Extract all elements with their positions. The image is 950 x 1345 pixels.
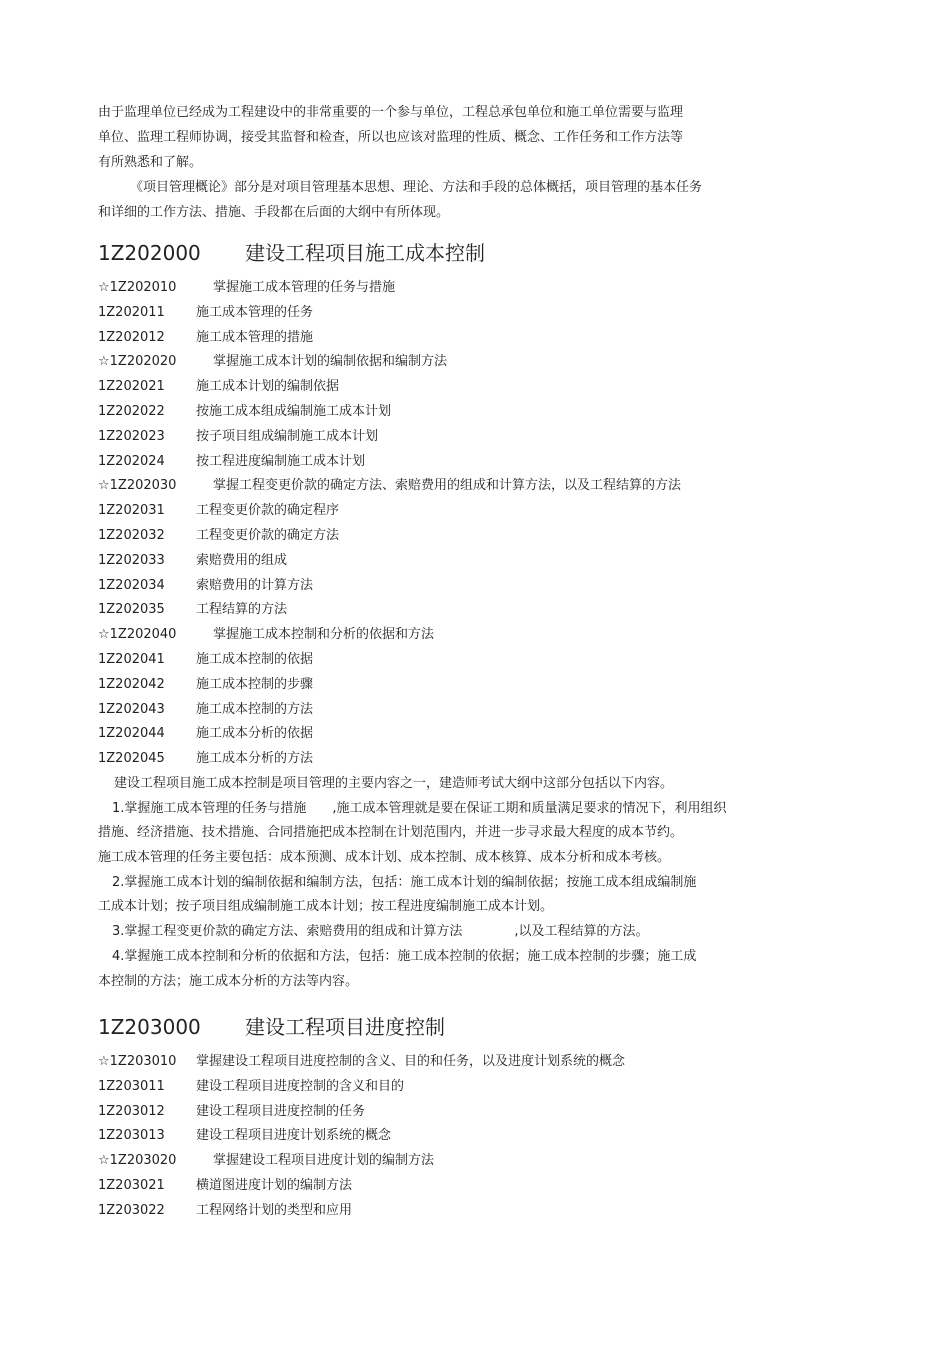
section-cost-control [98,238,798,994]
item-code: 1Z203012 [98,1103,165,1119]
outline-item-row [98,524,798,549]
outline-topic-row [98,474,798,499]
outline-topic-row [98,350,798,375]
item-code: 1Z202011 [98,304,165,320]
outline-item-row [98,499,798,524]
item-title: 工程网络计划的类型和应用 [196,1202,353,1218]
description-line: 工成本计划；按子项目组成编制施工成本计划；按工程进度编制施工成本计划。 [98,899,554,915]
section-heading [98,1012,798,1042]
item-title: 索赔费用的组成 [196,552,288,568]
item-title: 建设工程项目进度计划系统的概念 [196,1128,392,1144]
item-title: 施工成本分析的方法 [196,751,314,767]
item-code: 1Z202041 [98,651,165,667]
outline-item-row [98,598,798,623]
item-title: 施工成本管理的任务 [196,304,314,320]
outline-item-row [98,450,798,475]
item-title: 施工成本管理的措施 [196,329,314,345]
text-line: 《项目管理概论》部分是对项目管理基本思想、理论、方法和手段的总体概括，项目管理的基本任务 [130,180,703,195]
item-code: 1Z202022 [98,403,165,419]
item-title: 建设工程项目进度控制的含义和目的 [196,1078,405,1094]
item-code: 1Z202024 [98,453,165,469]
item-code: 1Z202021 [98,379,165,395]
item-title: 索赔费用的计算方法 [196,577,314,593]
item-code: 1Z202031 [98,503,165,519]
description-line: 施工成本管理的任务主要包括：成本预测、成本计划、成本控制、成本核算、成本分析和成本考核。 [98,850,671,866]
item-code: ☆1Z202040 [98,627,177,643]
item-code: ☆1Z203020 [98,1153,177,1169]
outline-item-row [98,400,798,425]
section-code: 1Z203000 [98,1015,201,1039]
description-line: 1.掌握施工成本管理的任务与措施 ,施工成本管理就是要在保证工期和质量满足要求的情况下，利用组织 [112,800,727,816]
item-title: 掌握施工成本控制和分析的依据和方法 [213,627,435,643]
text-line: 和详细的工作方法、措施、手段都在后面的大纲中有所体现。 [98,205,450,220]
text-line: 单位、监理工程师协调，接受其监督和检查，所以也应该对监理的性质、概念、工作任务和工作方法等 [98,130,684,145]
item-code: 1Z202023 [98,428,165,444]
outline-list [98,1050,798,1224]
section-title: 建设工程项目进度控制 [245,1015,445,1039]
outline-topic-row [98,623,798,648]
item-code: 1Z202043 [98,701,165,717]
outline-item-row [98,698,798,723]
description-line: 4.掌握施工成本控制和分析的依据和方法，包括：施工成本控制的依据；施工成本控制的步骤；施工成 [112,948,697,964]
outline-item-row [98,1199,798,1224]
text-line: 由于监理单位已经成为工程建设中的非常重要的一个参与单位，工程总承包单位和施工单位需要与监理 [98,105,684,120]
item-code: 1Z203013 [98,1128,165,1144]
item-title: 按施工成本组成编制施工成本计划 [196,403,392,419]
item-code: 1Z203022 [98,1202,165,1218]
item-title: 横道图进度计划的编制方法 [196,1177,353,1193]
item-code: 1Z202033 [98,552,165,568]
item-title: 建设工程项目进度控制的任务 [196,1103,366,1119]
outline-item-row [98,326,798,351]
description-line: 2.掌握施工成本计划的编制依据和编制方法，包括：施工成本计划的编制依据；按施工成本组成编制施 [112,874,697,890]
item-title: 掌握施工成本管理的任务与措施 [213,280,396,295]
item-title: 施工成本控制的步骤 [196,676,314,692]
outline-item-row [98,673,798,698]
outline-item-row [98,1174,798,1199]
item-title: 工程结算的方法 [196,602,288,618]
outline-item-row [98,1124,798,1149]
item-title: 掌握工程变更价款的确定方法、索赔费用的组成和计算方法，以及工程结算的方法 [213,478,682,494]
outline-item-row [98,301,798,326]
section-schedule-control [98,1012,798,1224]
outline-item-row [98,375,798,400]
description-line: 建设工程项目施工成本控制是项目管理的主要内容之一，建造师考试大纲中这部分包括以下内容。 [114,775,674,791]
item-title: 掌握建设工程项目进度控制的含义、目的和任务，以及进度计划系统的概念 [196,1054,626,1069]
outline-item-row [98,722,798,747]
intro-paragraph-1 [98,100,778,175]
description-line: 措施、经济措施、技术措施、合同措施把成本控制在计划范围内，并进一步寻求最大程度的成本节约。 [98,825,684,841]
outline-item-row [98,549,798,574]
outline-item-row [98,574,798,599]
item-title: 掌握建设工程项目进度计划的编制方法 [213,1153,435,1169]
section-heading [98,238,798,268]
item-code: ☆1Z202020 [98,354,177,370]
description-line: 本控制的方法；施工成本分析的方法等内容。 [98,973,359,989]
item-code: ☆1Z202030 [98,478,177,494]
item-code: ☆1Z202010 [98,280,177,295]
description-line: 3.掌握工程变更价款的确定方法、索赔费用的组成和计算方法 ,以及工程结算的方法。 [112,924,649,940]
item-title: 按子项目组成编制施工成本计划 [196,428,379,444]
outline-item-row [98,648,798,673]
outline-item-row [98,1100,798,1125]
item-code: 1Z202034 [98,577,165,593]
outline-topic-row [98,1149,798,1174]
item-title: 施工成本分析的依据 [196,726,314,742]
intro-paragraph-2-cont [98,200,778,225]
item-code: ☆1Z203010 [98,1054,177,1069]
outline-item-row [98,1050,798,1075]
item-code: 1Z202045 [98,751,165,767]
item-code: 1Z202035 [98,602,165,618]
item-code: 1Z202012 [98,329,165,345]
outline-item-row [98,747,798,772]
item-code: 1Z202042 [98,676,165,692]
outline-item-row [98,1075,798,1100]
item-title: 工程变更价款的确定程序 [196,503,340,519]
item-code: 1Z202044 [98,726,165,742]
section-code: 1Z202000 [98,241,201,265]
section-description [98,772,788,994]
outline-topic-row [98,276,798,301]
intro-text [98,100,778,225]
outline-list [98,276,798,772]
item-title: 按工程进度编制施工成本计划 [196,453,366,469]
item-title: 工程变更价款的确定方法 [196,527,340,543]
text-line: 有所熟悉和了解。 [98,155,203,170]
intro-paragraph-2 [98,175,778,200]
item-title: 掌握施工成本计划的编制依据和编制方法 [213,354,448,370]
item-title: 施工成本控制的依据 [196,651,314,667]
item-title: 施工成本计划的编制依据 [196,379,340,395]
outline-item-row [98,425,798,450]
item-code: 1Z202032 [98,527,165,543]
item-title: 施工成本控制的方法 [196,701,314,717]
section-title: 建设工程项目施工成本控制 [245,241,485,265]
item-code: 1Z203021 [98,1177,165,1193]
item-code: 1Z203011 [98,1078,165,1094]
